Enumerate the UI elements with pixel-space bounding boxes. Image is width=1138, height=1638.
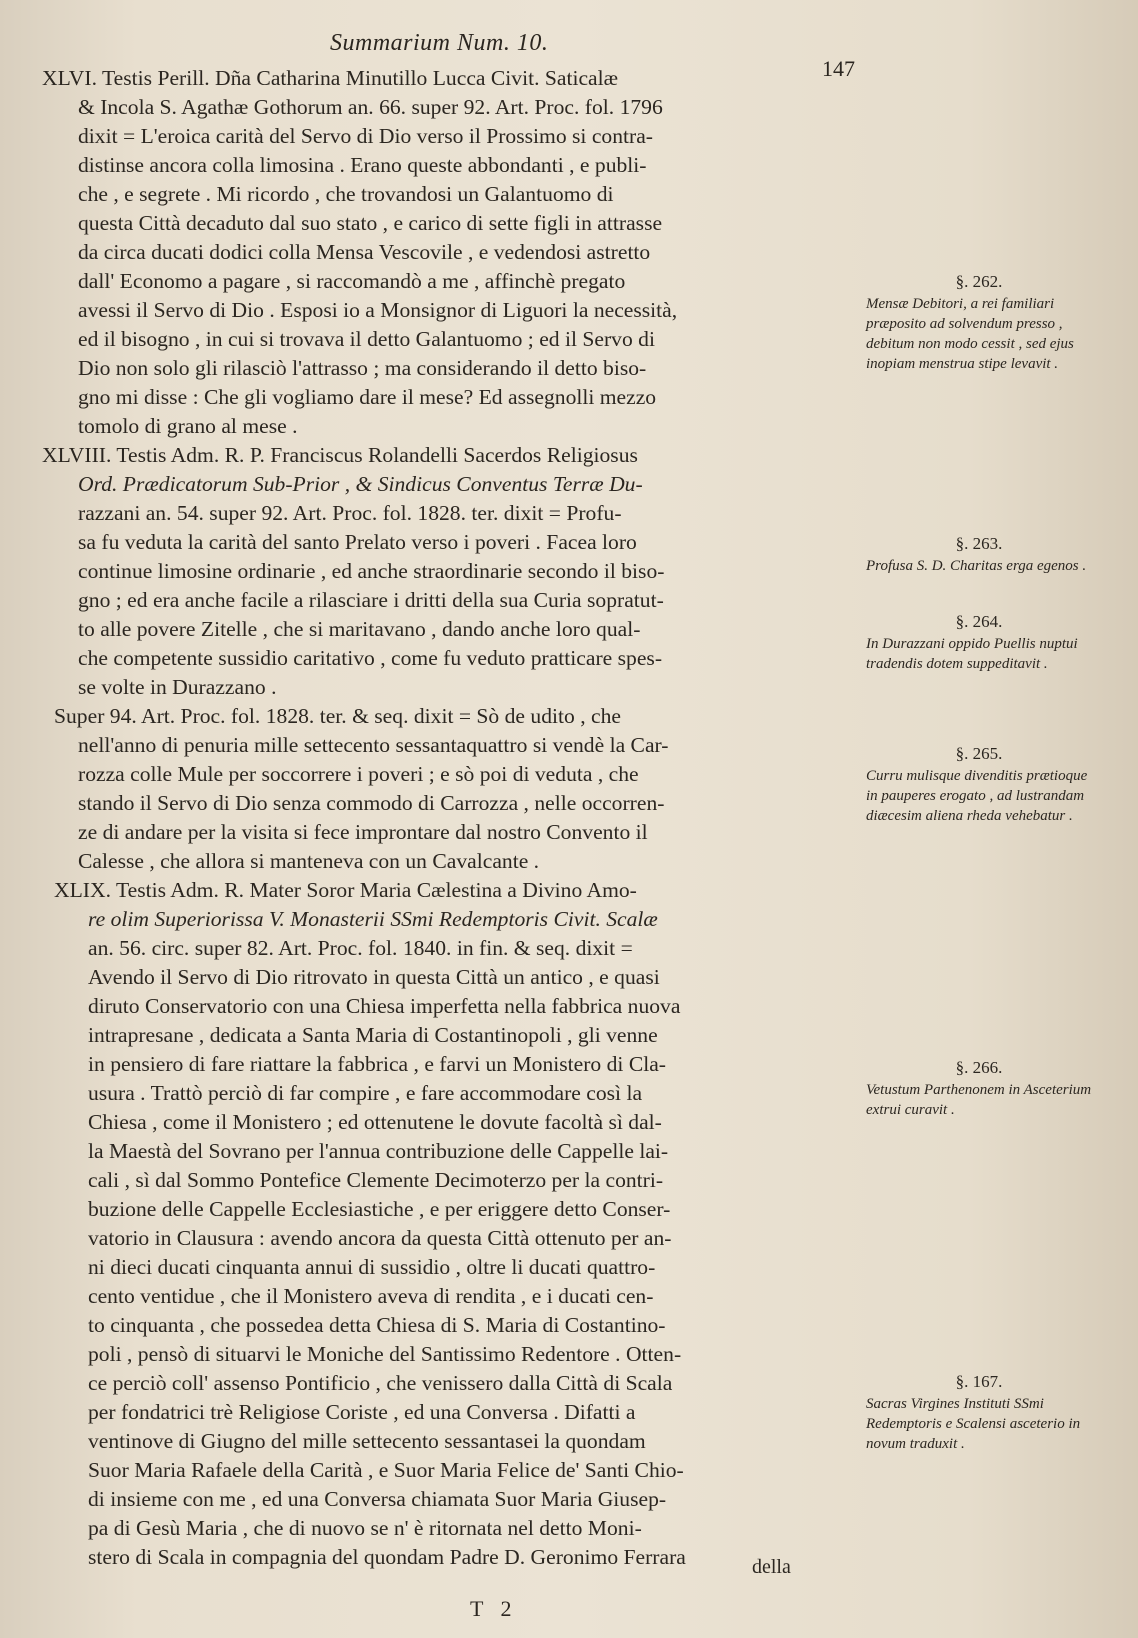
text-line: tomolo di grano al mese . bbox=[78, 414, 298, 438]
note-number: §. 262. bbox=[955, 272, 1003, 291]
text-line: cali , sì dal Sommo Pontefice Clemente Decimoterzo per la contri- bbox=[88, 1168, 664, 1192]
text-line: Avendo il Servo di Dio ritrovato in questa Città un antico , e quasi bbox=[88, 965, 660, 989]
text-line: ze di andare per la visita si fece improntare dal nostro Convento il bbox=[78, 820, 648, 844]
text-line: XLVI. Testis Perill. Dña Catharina Minutillo Lucca Civit. Saticalæ bbox=[42, 66, 619, 90]
margin-note bbox=[866, 272, 1092, 374]
margin-notes bbox=[866, 0, 1094, 1638]
text-line: in pensiero di fare riattare la fabbrica , e farvi un Monistero di Cla- bbox=[88, 1052, 667, 1076]
text-line: gno ; ed era anche facile a rilasciare i dritti della sua Curia sopratut- bbox=[78, 588, 664, 612]
text-line: stero di Scala in compagnia del quondam Padre D. Geronimo Ferrara bbox=[88, 1545, 686, 1569]
note-number: §. 264. bbox=[955, 612, 1003, 631]
text-line: razzani an. 54. super 92. Art. Proc. fol. 1828. ter. dixit = Profu- bbox=[78, 501, 622, 525]
note-text: Sacras Virgines Instituti SSmi Redemptoris e Scalensi asceterio in novum traduxit . bbox=[866, 1396, 1081, 1452]
text-line: dixit = L'eroica carità del Servo di Dio verso il Prossimo si contra- bbox=[78, 124, 653, 148]
page-number: 147 bbox=[822, 56, 855, 81]
text-line: XLVIII. Testis Adm. R. P. Franciscus Rolandelli Sacerdos Religiosus bbox=[42, 443, 638, 467]
text-line: di insieme con me , ed una Conversa chiamata Suor Maria Giusep- bbox=[88, 1487, 667, 1511]
text-line: usura . Trattò perciò di far compire , e fare accommodare così la bbox=[88, 1081, 643, 1105]
signature-mark: T 2 bbox=[470, 1596, 518, 1621]
text-line: to cinquanta , che possedea detta Chiesa di S. Maria di Costantino- bbox=[88, 1313, 666, 1337]
text-line: avessi il Servo di Dio . Esposi io a Monsignor di Liguori la necessità, bbox=[78, 298, 678, 322]
text-line: da circa ducati dodici colla Mensa Vescovile , e vedendosi astretto bbox=[78, 240, 651, 264]
text-line: nell'anno di penuria mille settecento sessantaquattro si vendè la Car- bbox=[78, 733, 669, 757]
text-line: stando il Servo di Dio senza commodo di Carrozza , nelle occorren- bbox=[78, 791, 665, 815]
text-line: cento ventidue , che il Monistero aveva di rendita , e i ducati cen- bbox=[88, 1284, 654, 1308]
running-head: Summarium Num. 10. bbox=[330, 30, 549, 56]
text-line: to alle povere Zitelle , che si maritavano , dando anche loro qual- bbox=[78, 617, 641, 641]
note-text: Profusa S. D. Charitas erga egenos . bbox=[866, 558, 1087, 574]
text-line: distinse ancora colla limosina . Erano queste abbondanti , e publi- bbox=[78, 153, 647, 177]
note-text: Vetustum Parthenonem in Asceterium extrui curavit . bbox=[866, 1082, 1092, 1118]
text-line: dall' Economo a pagare , si raccomandò a me , affinchè pregato bbox=[78, 269, 626, 293]
text-line: intrapresane , dedicata a Santa Maria di Costantinopoli , gli venne bbox=[88, 1023, 658, 1047]
text-line: Ord. Prædicatorum Sub-Prior , & Sindicus Conventus Terræ Du- bbox=[78, 472, 643, 496]
note-number: §. 167. bbox=[955, 1372, 1003, 1391]
testimony-xlvi bbox=[42, 64, 862, 441]
text-line: Calesse , che allora si manteneva con un Cavalcante . bbox=[78, 849, 540, 873]
text-line: la Maestà del Sovrano per l'annua contribuzione delle Cappelle lai- bbox=[88, 1139, 669, 1163]
text-line: gno mi disse : Che gli vogliamo dare il mese? Ed assegnolli mezzo bbox=[78, 385, 657, 409]
text-line: rozza colle Mule per soccorrere i poveri ; e sò poi di veduta , che bbox=[78, 762, 639, 786]
margin-note bbox=[866, 744, 1092, 826]
text-line: poli , pensò di situarvi le Moniche del Santissimo Redentore . Otten- bbox=[88, 1342, 682, 1366]
note-text: Mensæ Debitori, a rei familiari præposito ad solvendum presso , debitum non modo cessit , sed ejus inopiam menstrua stipe levavit . bbox=[866, 296, 1074, 372]
text-line: ce perciò coll' assenso Pontificio , che venissero dalla Città di Scala bbox=[88, 1371, 673, 1395]
note-text: In Durazzani oppido Puellis nuptui tradendis dotem suppeditavit . bbox=[866, 636, 1078, 672]
margin-note bbox=[866, 612, 1092, 674]
testimony-xlviii bbox=[42, 441, 862, 702]
text-line: se volte in Durazzano . bbox=[78, 675, 277, 699]
text-line: re olim Superiorissa V. Monasterii SSmi Redemptoris Civit. Scalæ bbox=[88, 907, 658, 931]
testimony-xlix bbox=[42, 876, 862, 1572]
text-line: & Incola S. Agathæ Gothorum an. 66. super 92. Art. Proc. fol. 1796 bbox=[78, 95, 663, 119]
main-text bbox=[42, 56, 862, 1572]
testimony-super-94 bbox=[42, 702, 862, 876]
text-line: ventinove di Giugno del mille settecento sessantasei la quondam bbox=[88, 1429, 646, 1453]
text-line: continue limosine ordinarie , ed anche straordinarie secondo il biso- bbox=[78, 559, 665, 583]
text-line: vatorio in Clausura : avendo ancora da questa Città ottenuto per an- bbox=[88, 1226, 672, 1250]
text-line: XLIX. Testis Adm. R. Mater Soror Maria Cælestina a Divino Amo- bbox=[54, 878, 637, 902]
note-number: §. 266. bbox=[955, 1058, 1003, 1077]
margin-note bbox=[866, 534, 1092, 576]
text-line: questa Città decaduto dal suo stato , e carico di sette figli in attrasse bbox=[78, 211, 663, 235]
text-line: sa fu veduta la carità del santo Prelato verso i poveri . Facea loro bbox=[78, 530, 637, 554]
note-number: §. 263. bbox=[955, 534, 1003, 553]
text-line: Dio non solo gli rilasciò l'attrasso ; ma considerando il detto biso- bbox=[78, 356, 647, 380]
text-line: diruto Conservatorio con una Chiesa imperfetta nella fabbrica nuova bbox=[88, 994, 681, 1018]
text-line: che competente sussidio caritativo , come fu veduto pratticare spes- bbox=[78, 646, 663, 670]
text-line: che , e segrete . Mi ricordo , che trovandosi un Galantuomo di bbox=[78, 182, 614, 206]
text-line: ed il bisogno , in cui si trovava il detto Galantuomo ; ed il Servo di bbox=[78, 327, 655, 351]
text-line: Chiesa , come il Monistero ; ed ottenutene le dovute facoltà sì dal- bbox=[88, 1110, 662, 1134]
note-text: Curru mulisque divenditis prætioque in pauperes erogato , ad lustrandam diæcesim aliena rheda vehebatur . bbox=[866, 768, 1088, 824]
text-line: Suor Maria Rafaele della Carità , e Suor Maria Felice de' Santi Chio- bbox=[88, 1458, 684, 1482]
text-line: buzione delle Cappelle Ecclesiastiche , e per eriggere detto Conser- bbox=[88, 1197, 671, 1221]
margin-note bbox=[866, 1058, 1092, 1120]
text-line: pa di Gesù Maria , che di nuovo se n' è ritornata nel detto Moni- bbox=[88, 1516, 642, 1540]
text-line: ni dieci ducati cinquanta annui di sussidio , oltre li ducati quattro- bbox=[88, 1255, 656, 1279]
text-line: Super 94. Art. Proc. fol. 1828. ter. & seq. dixit = Sò de udito , che bbox=[54, 704, 621, 728]
margin-note bbox=[866, 1372, 1092, 1454]
note-number: §. 265. bbox=[955, 744, 1003, 763]
text-line: per fondatrici trè Religiose Coriste , ed una Conversa . Difatti a bbox=[88, 1400, 636, 1424]
text-line: an. 56. circ. super 82. Art. Proc. fol. 1840. in fin. & seq. dixit = bbox=[88, 936, 633, 960]
catchword: della bbox=[752, 1556, 791, 1578]
